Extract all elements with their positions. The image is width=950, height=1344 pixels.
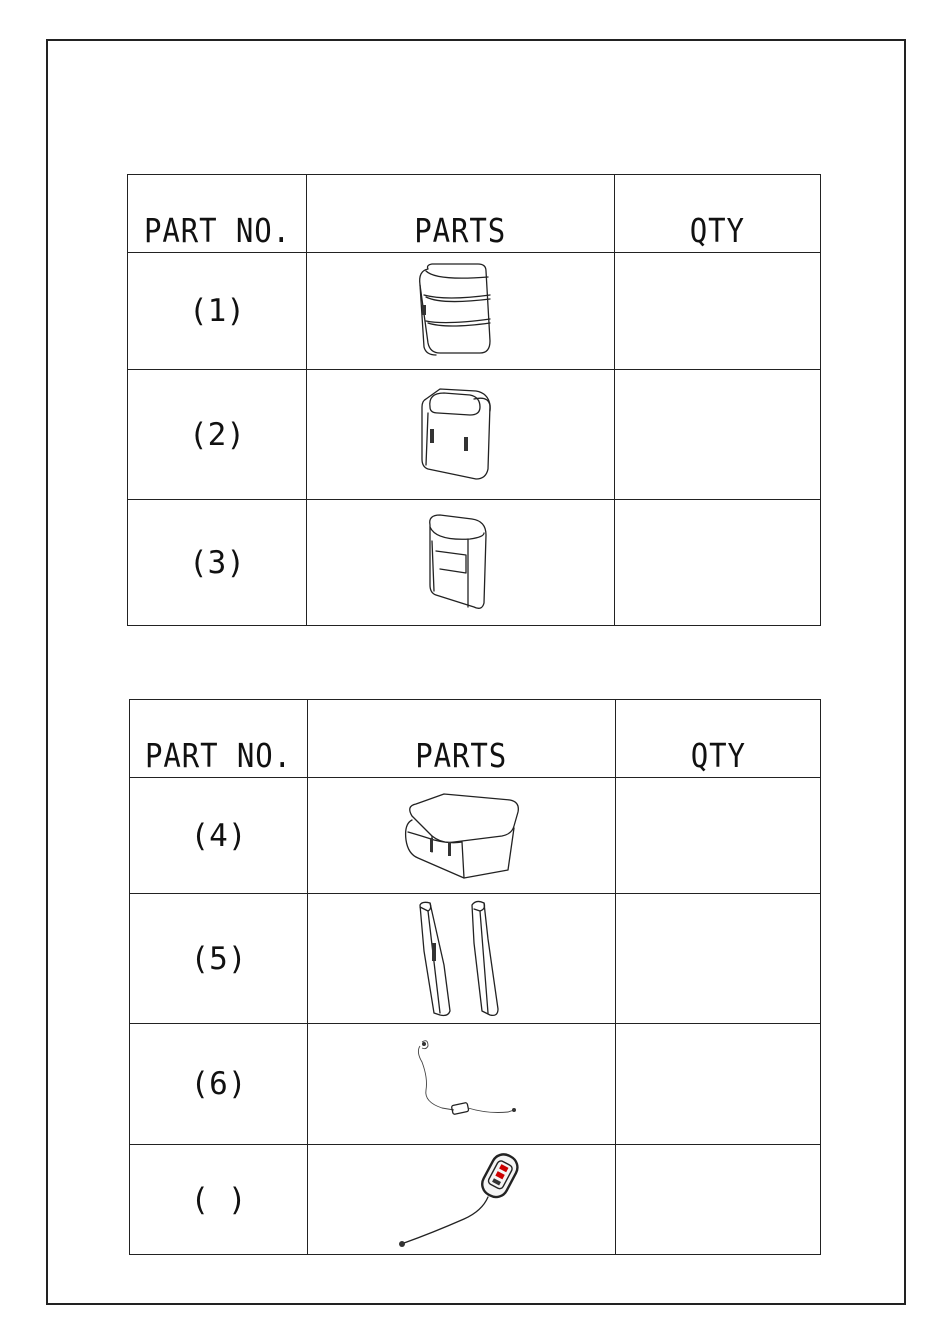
part-image	[307, 370, 615, 500]
table-header-row	[130, 700, 821, 778]
qty-cell	[616, 1145, 821, 1255]
part-number: (1)	[128, 253, 307, 370]
part-image	[308, 778, 616, 894]
parts-table-1	[127, 174, 821, 626]
table-row	[130, 778, 821, 894]
header-parts: PARTS	[307, 175, 615, 253]
header-qty: QTY	[616, 700, 821, 778]
part-number: (6)	[130, 1024, 308, 1145]
side-panels-icon	[402, 899, 522, 1019]
table-row	[130, 894, 821, 1024]
table-header-row	[128, 175, 821, 253]
part-image	[308, 1145, 616, 1255]
armrest-icon	[406, 511, 516, 615]
hand-remote-icon	[392, 1147, 532, 1253]
qty-cell	[616, 778, 821, 894]
header-parts: PARTS	[308, 700, 616, 778]
table-row	[130, 1024, 821, 1145]
part-number: (5)	[130, 894, 308, 1024]
part-image	[307, 253, 615, 370]
header-part-no: PART NO.	[128, 175, 307, 253]
qty-cell	[616, 894, 821, 1024]
part-number: (4)	[130, 778, 308, 894]
part-number: (3)	[128, 500, 307, 626]
back-cushion-icon	[406, 261, 516, 361]
seat-base-icon	[392, 786, 532, 886]
qty-cell	[615, 500, 821, 626]
qty-cell	[616, 1024, 821, 1145]
part-image	[308, 894, 616, 1024]
table-row	[130, 1145, 821, 1255]
backrest-icon	[406, 385, 516, 485]
part-image	[308, 1024, 616, 1145]
header-qty: QTY	[615, 175, 821, 253]
parts-table-2	[129, 699, 821, 1255]
table-row	[128, 500, 821, 626]
part-number: (2)	[128, 370, 307, 500]
table-row	[128, 370, 821, 500]
qty-cell	[615, 370, 821, 500]
header-part-no: PART NO.	[130, 700, 308, 778]
part-number: ( )	[130, 1145, 308, 1255]
power-cable-icon	[402, 1034, 522, 1134]
qty-cell	[615, 253, 821, 370]
table-row	[128, 253, 821, 370]
part-image	[307, 500, 615, 626]
